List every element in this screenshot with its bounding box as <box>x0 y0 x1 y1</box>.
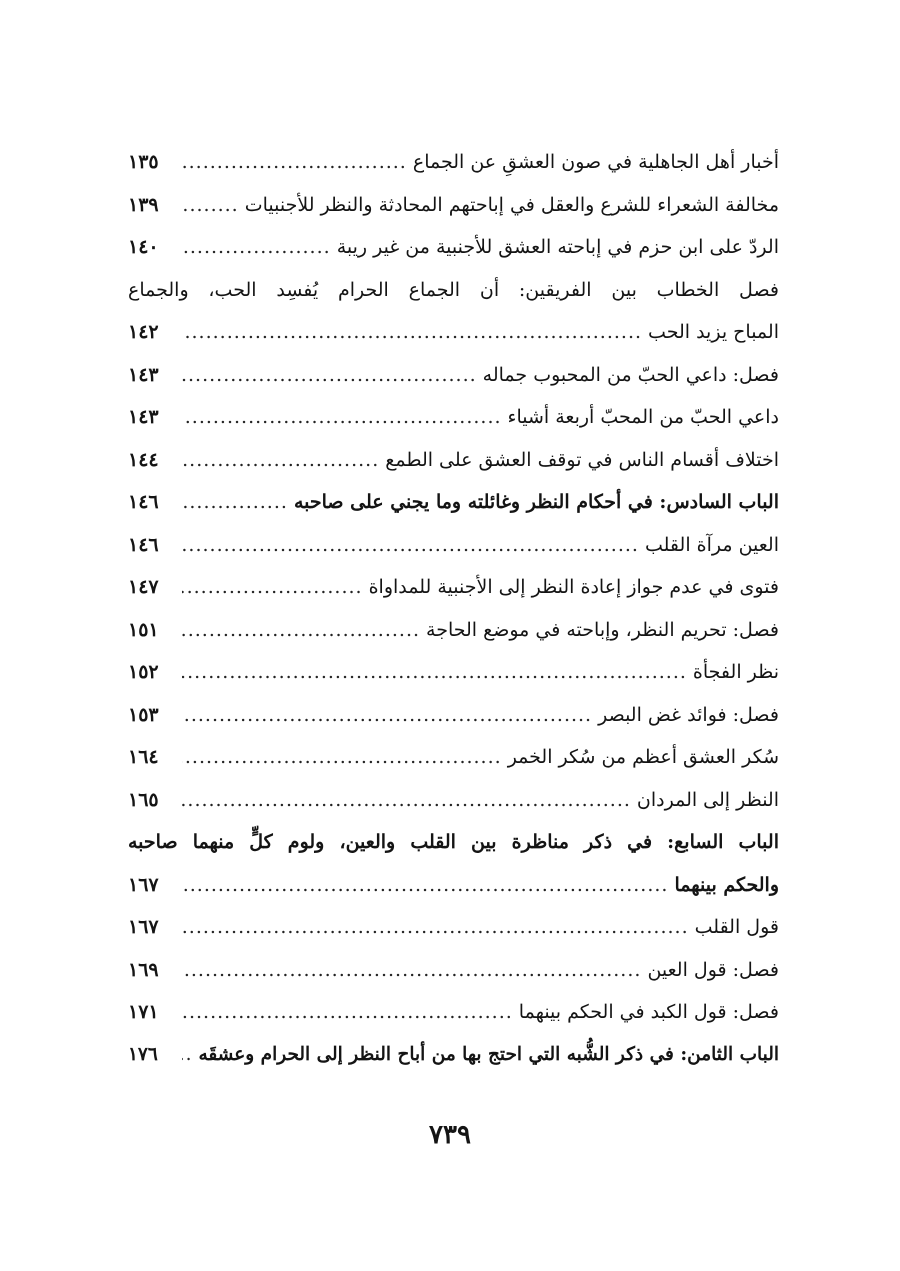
toc-entry <box>128 991 779 1034</box>
toc-entry <box>128 864 779 907</box>
toc-entry-title: والحكم بينهما <box>674 873 779 896</box>
leader-dots <box>182 534 639 556</box>
toc-entry <box>128 694 779 737</box>
toc-entry <box>128 651 779 694</box>
toc-entry-page: ١٦٤ <box>128 746 159 769</box>
toc-entry <box>128 949 779 992</box>
toc-entry-title: فصل: قول العين <box>647 958 779 981</box>
toc-entry <box>128 779 779 822</box>
toc-entry-page: ١٤٤ <box>128 448 159 471</box>
toc-entry-title: العين مرآة القلب <box>644 533 779 556</box>
toc-entry-page: ١٤٧ <box>128 576 159 599</box>
leader-dots <box>182 789 631 811</box>
toc-entry-title: فصل: تحريم النظر، وإباحته في موضع الحاجة <box>426 618 779 641</box>
leader-dots <box>182 194 239 216</box>
toc-entry <box>128 311 779 354</box>
toc-entry-page: ١٤٣ <box>128 363 159 386</box>
toc-entry <box>128 566 779 609</box>
toc-entry-page: ١٤٦ <box>128 491 159 514</box>
toc-entry-title: أخبار أهل الجاهلية في صون العشقِ عن الجماع <box>412 151 779 174</box>
toc-entry <box>128 1034 779 1077</box>
toc-entry-title: نظر الفجأة <box>692 661 779 684</box>
toc-entry-title: فصل الخطاب بين الفريقين: أن الجماع الحرام يُفسِد الحب، والجماع <box>128 278 779 301</box>
toc-entry-title: النظر إلى المردان <box>636 788 779 811</box>
leader-dots <box>182 449 379 471</box>
leader-dots <box>182 406 502 428</box>
leader-dots <box>182 959 641 981</box>
leader-dots <box>182 874 668 896</box>
leader-dots <box>182 576 363 598</box>
toc-entry <box>128 269 779 312</box>
leader-dots <box>182 619 420 641</box>
toc-entry-title: فصل: داعي الحبّ من المحبوب جماله <box>482 363 779 386</box>
toc-entry <box>128 396 779 439</box>
leader-dots <box>182 1001 513 1023</box>
toc-entry-title: قول القلب <box>694 916 779 939</box>
toc-entry-title: اختلاف أقسام الناس في توقف العشق على الطمع <box>385 448 779 471</box>
toc-entry-page: ١٣٥ <box>128 151 159 174</box>
toc-entry-title: فصل: قول الكبد في الحكم بينهما <box>518 1001 779 1024</box>
toc-entry <box>128 354 779 397</box>
toc-entry-page: ١٤٠ <box>128 236 159 259</box>
leader-dots <box>182 661 687 683</box>
toc-entry-page: ١٥٣ <box>128 703 159 726</box>
leader-dots <box>182 916 689 938</box>
toc-entry-title: المباح يزيد الحب <box>648 321 779 344</box>
toc-entry-page: ١٧٦ <box>128 1044 158 1066</box>
toc-entry-page: ١٤٣ <box>128 406 159 429</box>
toc-entry-page: ١٤٢ <box>128 321 159 344</box>
leader-dots <box>182 151 407 173</box>
toc-entry-title: الردّ على ابن حزم في إباحته العشق للأجنبية من غير ريبة <box>336 236 779 259</box>
toc-entry <box>128 226 779 269</box>
toc-entry-page: ١٦٧ <box>128 916 159 939</box>
toc-entry-title: داعي الحبّ من المحبّ أربعة أشياء <box>507 406 779 429</box>
toc-entry <box>128 821 779 864</box>
leader-dots <box>182 1044 192 1065</box>
toc-entry-title: فصل: فوائد غض البصر <box>598 703 779 726</box>
toc-entry <box>128 141 779 184</box>
toc-entry-page: ١٥٢ <box>128 661 159 684</box>
toc-entry-title: فتوى في عدم جواز إعادة النظر إلى الأجنبية للمداواة <box>368 576 779 599</box>
toc-entry-page: ١٦٥ <box>128 788 159 811</box>
toc-entry-page: ١٧١ <box>128 1001 159 1024</box>
toc-entry <box>128 184 779 227</box>
toc-entry <box>128 609 779 652</box>
toc-entry-page: ١٦٧ <box>128 873 159 896</box>
leader-dots <box>182 746 502 768</box>
toc-entry <box>128 481 779 524</box>
toc-entry <box>128 736 779 779</box>
leader-dots <box>182 321 642 343</box>
toc-entry <box>128 524 779 567</box>
toc-entry-title: سُكر العشق أعظم من سُكر الخمر <box>507 746 779 769</box>
toc-entry-title: مخالفة الشعراء للشرع والعقل في إباحتهم المحادثة والنظر للأجنبيات <box>244 193 779 216</box>
toc-entry-page: ١٥١ <box>128 618 159 641</box>
leader-dots <box>182 491 288 513</box>
toc-entry-title: الباب الثامن: في ذكر الشُّبه التي احتج بها من أباح النظر إلى الحرام وعشقَه <box>198 1044 779 1066</box>
toc-entry-page: ١٦٩ <box>128 958 159 981</box>
toc-entry-page: ١٤٦ <box>128 533 159 556</box>
table-of-contents <box>128 141 779 1076</box>
toc-entry <box>128 439 779 482</box>
toc-entry-title: الباب السادس: في أحكام النظر وغائلته وما يجني على صاحبه <box>293 491 779 514</box>
toc-entry-title: الباب السابع: في ذكر مناظرة بين القلب والعين، ولوم كلٍّ منهما صاحبه <box>128 831 779 854</box>
leader-dots <box>182 364 477 386</box>
page-number: ٧٣٩ <box>429 1120 471 1150</box>
leader-dots <box>182 704 592 726</box>
leader-dots <box>182 236 331 258</box>
toc-entry-page: ١٣٩ <box>128 193 159 216</box>
toc-entry <box>128 906 779 949</box>
